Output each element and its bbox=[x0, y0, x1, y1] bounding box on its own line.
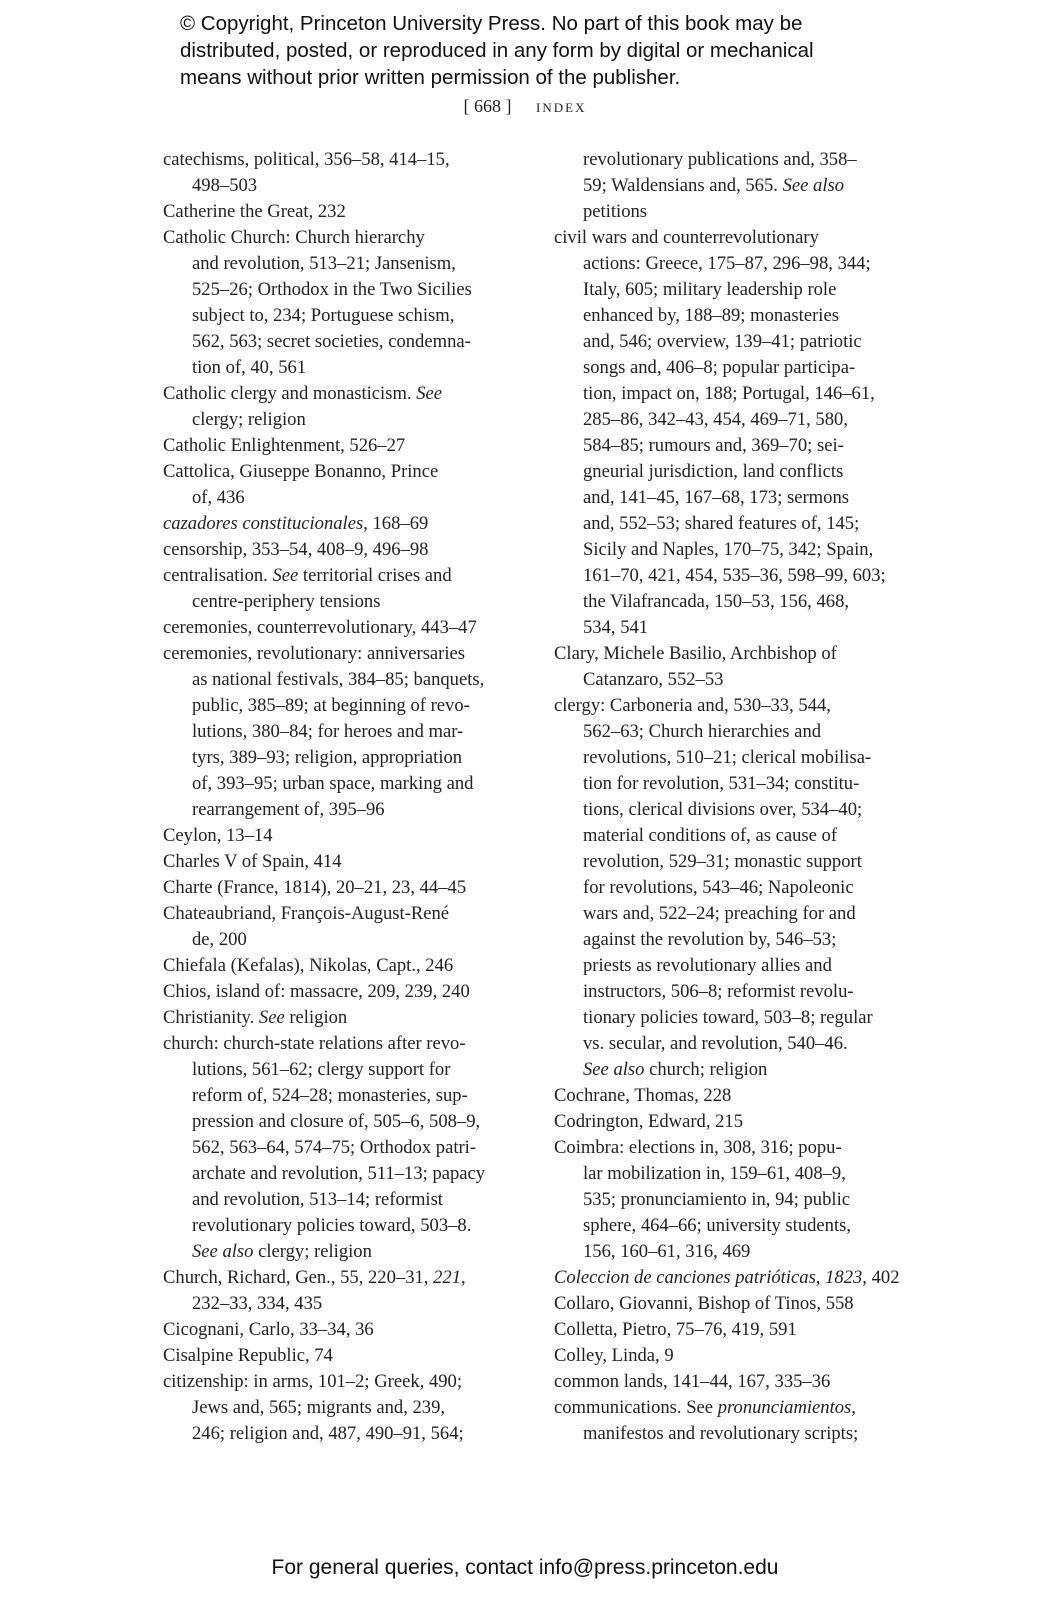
index-entry-continuation bbox=[163, 485, 525, 511]
index-text: Codrington, Edward, 215 bbox=[554, 1111, 744, 1132]
index-text: enhanced by, 188–89; monasteries bbox=[583, 305, 839, 326]
index-text: church; religion bbox=[644, 1059, 768, 1080]
index-text: material conditions of, as cause of bbox=[583, 825, 838, 846]
index-entry-line bbox=[163, 381, 525, 407]
copyright-notice bbox=[180, 10, 900, 91]
index-entry-continuation bbox=[554, 303, 914, 329]
index-text: of, 436 bbox=[192, 487, 245, 508]
index-text: Ceylon, 13–14 bbox=[163, 825, 273, 846]
index-text: clergy; religion bbox=[192, 409, 306, 430]
index-entry-line bbox=[163, 225, 525, 251]
index-text: Catholic Church: Church hierarchy bbox=[163, 227, 425, 248]
index-text: , 402 bbox=[862, 1267, 900, 1288]
index-text: and revolution, 513–21; Jansenism, bbox=[192, 253, 456, 274]
index-entry-line bbox=[163, 433, 525, 459]
index-entry-continuation bbox=[554, 147, 914, 173]
index-text: revolutionary policies toward, 503–8. bbox=[192, 1215, 472, 1236]
index-text: wars and, 522–24; preaching for and bbox=[583, 903, 856, 924]
index-entry-continuation bbox=[163, 251, 525, 277]
index-entry-continuation bbox=[163, 797, 525, 823]
index-entry-continuation bbox=[163, 1239, 525, 1265]
index-italic-text: pronunciamientos bbox=[717, 1397, 852, 1418]
index-text: as national festivals, 384–85; banquets, bbox=[192, 669, 485, 690]
index-entry-continuation bbox=[554, 849, 914, 875]
index-entry-continuation bbox=[163, 927, 525, 953]
index-entry-continuation bbox=[163, 1421, 525, 1447]
index-text: tionary policies toward, 503–8; regular bbox=[583, 1007, 873, 1028]
index-text: tyrs, 389–93; religion, appropriation bbox=[192, 747, 463, 768]
index-entry-continuation bbox=[163, 1291, 525, 1317]
index-text: , bbox=[460, 1267, 466, 1288]
index-entry-continuation bbox=[554, 771, 914, 797]
index-entry-line bbox=[163, 979, 525, 1005]
index-text: Cicognani, Carlo, 33–34, 36 bbox=[163, 1319, 374, 1340]
index-text: rearrangement of, 395–96 bbox=[192, 799, 385, 820]
index-entry-continuation bbox=[554, 355, 914, 381]
index-text: Italy, 605; military leadership role bbox=[583, 279, 837, 300]
index-entry-line bbox=[163, 1005, 525, 1031]
index-entry-continuation bbox=[554, 1239, 914, 1265]
index-entry-continuation bbox=[163, 745, 525, 771]
copyright-line: means without prior written permission of the publisher. bbox=[180, 66, 681, 89]
index-text: ceremonies, revolutionary: anniversaries bbox=[163, 643, 466, 664]
index-text: Colletta, Pietro, 75–76, 419, 591 bbox=[554, 1319, 797, 1340]
index-text: revolutionary publications and, 358– bbox=[583, 149, 857, 170]
index-text: clergy: Carboneria and, 530–33, 544, bbox=[554, 695, 831, 716]
index-entry-continuation bbox=[163, 277, 525, 303]
index-text: religion bbox=[284, 1007, 348, 1028]
index-text: vs. secular, and revolution, 540–46. bbox=[583, 1033, 848, 1054]
index-text: de, 200 bbox=[192, 929, 247, 950]
index-text: subject to, 234; Portuguese schism, bbox=[192, 305, 455, 326]
index-entry-line bbox=[554, 641, 914, 667]
index-entry-line bbox=[554, 1317, 914, 1343]
index-text: 285–86, 342–43, 454, 469–71, 580, bbox=[583, 409, 848, 430]
index-text: lutions, 380–84; for heroes and mar- bbox=[192, 721, 464, 742]
index-text: 232–33, 334, 435 bbox=[192, 1293, 323, 1314]
index-italic-text: See also bbox=[782, 175, 845, 196]
index-text: 562, 563–64, 574–75; Orthodox patri- bbox=[192, 1137, 477, 1158]
index-entry-continuation bbox=[554, 953, 914, 979]
index-text: common lands, 141–44, 167, 335–36 bbox=[554, 1371, 831, 1392]
index-text: of, 393–95; urban space, marking and bbox=[192, 773, 474, 794]
index-entry-line bbox=[163, 641, 525, 667]
index-entry-continuation bbox=[554, 1057, 914, 1083]
running-head bbox=[0, 96, 1050, 118]
index-text: revolutions, 510–21; clerical mobilisa- bbox=[583, 747, 872, 768]
index-entry-line bbox=[163, 1343, 525, 1369]
index-column-right bbox=[554, 147, 914, 1447]
index-text: petitions bbox=[583, 201, 648, 222]
index-entry-line bbox=[554, 1395, 914, 1421]
index-text: Cochrane, Thomas, 228 bbox=[554, 1085, 732, 1106]
index-entry-continuation bbox=[163, 771, 525, 797]
index-text: censorship, 353–54, 408–9, 496–98 bbox=[163, 539, 429, 560]
index-entry-line bbox=[163, 1317, 525, 1343]
index-text: Collaro, Giovanni, Bishop of Tinos, 558 bbox=[554, 1293, 854, 1314]
index-text: Catherine the Great, 232 bbox=[163, 201, 346, 222]
index-entry-line bbox=[554, 1369, 914, 1395]
index-text: , bbox=[851, 1397, 856, 1418]
index-text: gneurial jurisdiction, land conflicts bbox=[583, 461, 844, 482]
index-entry-continuation bbox=[163, 1187, 525, 1213]
index-entry-continuation bbox=[163, 1083, 525, 1109]
index-text: territorial crises and bbox=[298, 565, 452, 586]
index-column-left bbox=[163, 147, 525, 1447]
index-text: tions, clerical divisions over, 534–40; bbox=[583, 799, 863, 820]
index-entry-line bbox=[163, 901, 525, 927]
index-text: 498–503 bbox=[192, 175, 258, 196]
index-entry-continuation bbox=[163, 1161, 525, 1187]
index-entry-continuation bbox=[163, 719, 525, 745]
index-entry-continuation bbox=[554, 433, 914, 459]
index-text: actions: Greece, 175–87, 296–98, 344; bbox=[583, 253, 871, 274]
index-entry-line bbox=[554, 1291, 914, 1317]
index-entry-continuation bbox=[163, 173, 525, 199]
index-entry-continuation bbox=[554, 407, 914, 433]
index-entry-line bbox=[163, 1031, 525, 1057]
index-entry-continuation bbox=[163, 355, 525, 381]
index-entry-continuation bbox=[554, 1187, 914, 1213]
index-text: 562–63; Church hierarchies and bbox=[583, 721, 822, 742]
index-entry-line bbox=[163, 849, 525, 875]
index-entry-line bbox=[163, 147, 525, 173]
index-italic-text: cazadores constitucionales bbox=[163, 513, 364, 534]
index-text: Chateaubriand, François-August-René bbox=[163, 903, 450, 924]
index-italic-text: 221 bbox=[433, 1267, 461, 1288]
index-entry-continuation bbox=[554, 199, 914, 225]
index-text: 534, 541 bbox=[583, 617, 649, 638]
index-text: Church, Richard, Gen., 55, 220–31, bbox=[163, 1267, 434, 1288]
index-text: sphere, 464–66; university students, bbox=[583, 1215, 852, 1236]
index-entry-continuation bbox=[163, 1395, 525, 1421]
index-text: and, 552–53; shared features of, 145; bbox=[583, 513, 860, 534]
index-entry-line bbox=[554, 1109, 914, 1135]
index-entry-continuation bbox=[554, 563, 914, 589]
index-entry-continuation bbox=[163, 589, 525, 615]
index-entry-continuation bbox=[554, 901, 914, 927]
index-text: the Vilafrancada, 150–53, 156, 468, bbox=[583, 591, 850, 612]
section-title: index bbox=[536, 96, 587, 117]
index-text: 535; pronunciamiento in, 94; public bbox=[583, 1189, 850, 1210]
index-text: and, 141–45, 167–68, 173; sermons bbox=[583, 487, 849, 508]
index-text: citizenship: in arms, 101–2; Greek, 490; bbox=[163, 1371, 462, 1392]
index-entry-line bbox=[554, 1343, 914, 1369]
index-text: civil wars and counterrevolutionary bbox=[554, 227, 819, 248]
index-entry-line bbox=[163, 953, 525, 979]
index-text: 161–70, 421, 454, 535–36, 598–99, 603; bbox=[583, 565, 886, 586]
index-text: tion for revolution, 531–34; constitu- bbox=[583, 773, 860, 794]
index-text: catechisms, political, 356–58, 414–15, bbox=[163, 149, 450, 170]
index-text: Chiefala (Kefalas), Nikolas, Capt., 246 bbox=[163, 955, 454, 976]
index-italic-text: See bbox=[258, 1007, 285, 1028]
index-text: revolution, 529–31; monastic support bbox=[583, 851, 862, 872]
index-entry-continuation bbox=[163, 1109, 525, 1135]
index-text: reform of, 524–28; monasteries, sup- bbox=[192, 1085, 468, 1106]
index-entry-continuation bbox=[554, 1421, 914, 1447]
index-text: 246; religion and, 487, 490–91, 564; bbox=[192, 1423, 464, 1444]
index-text: Coimbra: elections in, 308, 316; popu- bbox=[554, 1137, 842, 1158]
index-text: Catholic clergy and monasticism. bbox=[163, 383, 417, 404]
index-entry-continuation bbox=[163, 407, 525, 433]
index-text: Clary, Michele Basilio, Archbishop of bbox=[554, 643, 837, 664]
index-entry-continuation bbox=[554, 251, 914, 277]
index-entry-continuation bbox=[554, 537, 914, 563]
index-text: tion of, 40, 561 bbox=[192, 357, 307, 378]
index-text: 59; Waldensians and, 565. bbox=[583, 175, 783, 196]
index-text: songs and, 406–8; popular participa- bbox=[583, 357, 856, 378]
index-entry-continuation bbox=[163, 667, 525, 693]
index-text: Jews and, 565; migrants and, 239, bbox=[192, 1397, 446, 1418]
index-text: for revolutions, 543–46; Napoleonic bbox=[583, 877, 854, 898]
index-entry-continuation bbox=[554, 173, 914, 199]
index-text: priests as revolutionary allies and bbox=[583, 955, 832, 976]
index-text: tion, impact on, 188; Portugal, 146–61, bbox=[583, 383, 875, 404]
index-entry-continuation bbox=[554, 719, 914, 745]
index-text: 156, 160–61, 316, 469 bbox=[583, 1241, 751, 1262]
index-italic-text: See bbox=[416, 383, 443, 404]
index-entry-continuation bbox=[554, 823, 914, 849]
index-entry-continuation bbox=[163, 303, 525, 329]
index-entry-continuation bbox=[554, 927, 914, 953]
index-entry-line bbox=[163, 1265, 525, 1291]
index-entry-line bbox=[554, 225, 914, 251]
index-text: 562, 563; secret societies, condemna- bbox=[192, 331, 471, 352]
index-text: Colley, Linda, 9 bbox=[554, 1345, 674, 1366]
index-entry-continuation bbox=[554, 1031, 914, 1057]
index-entry-line bbox=[163, 511, 525, 537]
index-entry-continuation bbox=[554, 875, 914, 901]
index-italic-text: See also bbox=[583, 1059, 645, 1080]
index-text: centre-periphery tensions bbox=[192, 591, 381, 612]
index-entry-continuation bbox=[163, 1057, 525, 1083]
index-text: ceremonies, counterrevolutionary, 443–47 bbox=[163, 617, 477, 638]
index-text: and, 546; overview, 139–41; patriotic bbox=[583, 331, 862, 352]
index-entry-continuation bbox=[163, 693, 525, 719]
index-text: lutions, 561–62; clergy support for bbox=[192, 1059, 451, 1080]
index-entry-line bbox=[163, 823, 525, 849]
index-entry-continuation bbox=[554, 589, 914, 615]
index-entry-line bbox=[163, 875, 525, 901]
index-entry-continuation bbox=[554, 511, 914, 537]
index-italic-text: See also bbox=[192, 1241, 254, 1262]
index-entry-continuation bbox=[554, 1005, 914, 1031]
index-text: Chios, island of: massacre, 209, 239, 240 bbox=[163, 981, 470, 1002]
index-entry-continuation bbox=[554, 1213, 914, 1239]
index-entry-continuation bbox=[554, 745, 914, 771]
index-entry-continuation bbox=[554, 979, 914, 1005]
copyright-line: © Copyright, Princeton University Press. No part of this book may be bbox=[180, 12, 803, 35]
index-entry-continuation bbox=[163, 1135, 525, 1161]
index-italic-text: See bbox=[272, 565, 299, 586]
index-text: Catanzaro, 552–53 bbox=[583, 669, 724, 690]
index-text: Cisalpine Republic, 74 bbox=[163, 1345, 333, 1366]
index-entry-line bbox=[163, 459, 525, 485]
index-entry-continuation bbox=[554, 485, 914, 511]
index-entry-line bbox=[163, 199, 525, 225]
index-text: Christianity. bbox=[163, 1007, 259, 1028]
index-entry-continuation bbox=[554, 797, 914, 823]
footer-contact: For general queries, contact info@press.princeton.edu bbox=[271, 1556, 779, 1579]
index-text: public, 385–89; at beginning of revo- bbox=[192, 695, 470, 716]
index-text: Sicily and Naples, 170–75, 342; Spain, bbox=[583, 539, 874, 560]
index-text: lar mobilization in, 159–61, 408–9, bbox=[583, 1163, 846, 1184]
index-text: Charles V of Spain, 414 bbox=[163, 851, 342, 872]
copyright-line: distributed, posted, or reproduced in any form by digital or mechanical bbox=[180, 39, 814, 62]
index-text: Charte (France, 1814), 20–21, 23, 44–45 bbox=[163, 877, 467, 898]
index-text: , 168–69 bbox=[363, 513, 429, 534]
index-entry-continuation bbox=[554, 277, 914, 303]
index-entry-line bbox=[163, 563, 525, 589]
index-entry-continuation bbox=[554, 329, 914, 355]
index-text: clergy; religion bbox=[253, 1241, 372, 1262]
index-entry-continuation bbox=[163, 1213, 525, 1239]
index-text: archate and revolution, 511–13; papacy bbox=[192, 1163, 486, 1184]
index-text: and revolution, 513–14; reformist bbox=[192, 1189, 443, 1210]
index-entry-line bbox=[163, 615, 525, 641]
index-text: 584–85; rumours and, 369–70; sei- bbox=[583, 435, 844, 456]
index-entry-continuation bbox=[554, 1161, 914, 1187]
index-text: instructors, 506–8; reformist revolu- bbox=[583, 981, 854, 1002]
index-text: against the revolution by, 546–53; bbox=[583, 929, 837, 950]
index-text: communications. See bbox=[554, 1397, 718, 1418]
index-entry-continuation bbox=[163, 329, 525, 355]
page-number: [ 668 ] bbox=[463, 96, 512, 116]
index-entry-continuation bbox=[554, 615, 914, 641]
index-text: 525–26; Orthodox in the Two Sicilies bbox=[192, 279, 472, 300]
index-text: church: church-state relations after revo- bbox=[163, 1033, 466, 1054]
index-text: centralisation. bbox=[163, 565, 273, 586]
index-entry-line bbox=[554, 1265, 914, 1291]
index-entry-line bbox=[163, 537, 525, 563]
index-text: Catholic Enlightenment, 526–27 bbox=[163, 435, 406, 456]
index-text: Cattolica, Giuseppe Bonanno, Prince bbox=[163, 461, 439, 482]
index-entry-continuation bbox=[554, 667, 914, 693]
index-italic-text: Coleccion de canciones patrióticas, 1823 bbox=[554, 1267, 863, 1288]
index-text: manifestos and revolutionary scripts; bbox=[583, 1423, 859, 1444]
index-entry-continuation bbox=[554, 459, 914, 485]
index-entry-continuation bbox=[554, 381, 914, 407]
index-entry-line bbox=[554, 1135, 914, 1161]
index-entry-line bbox=[554, 1083, 914, 1109]
index-entry-line bbox=[163, 1369, 525, 1395]
index-entry-line bbox=[554, 693, 914, 719]
index-text: pression and closure of, 505–6, 508–9, bbox=[192, 1111, 481, 1132]
